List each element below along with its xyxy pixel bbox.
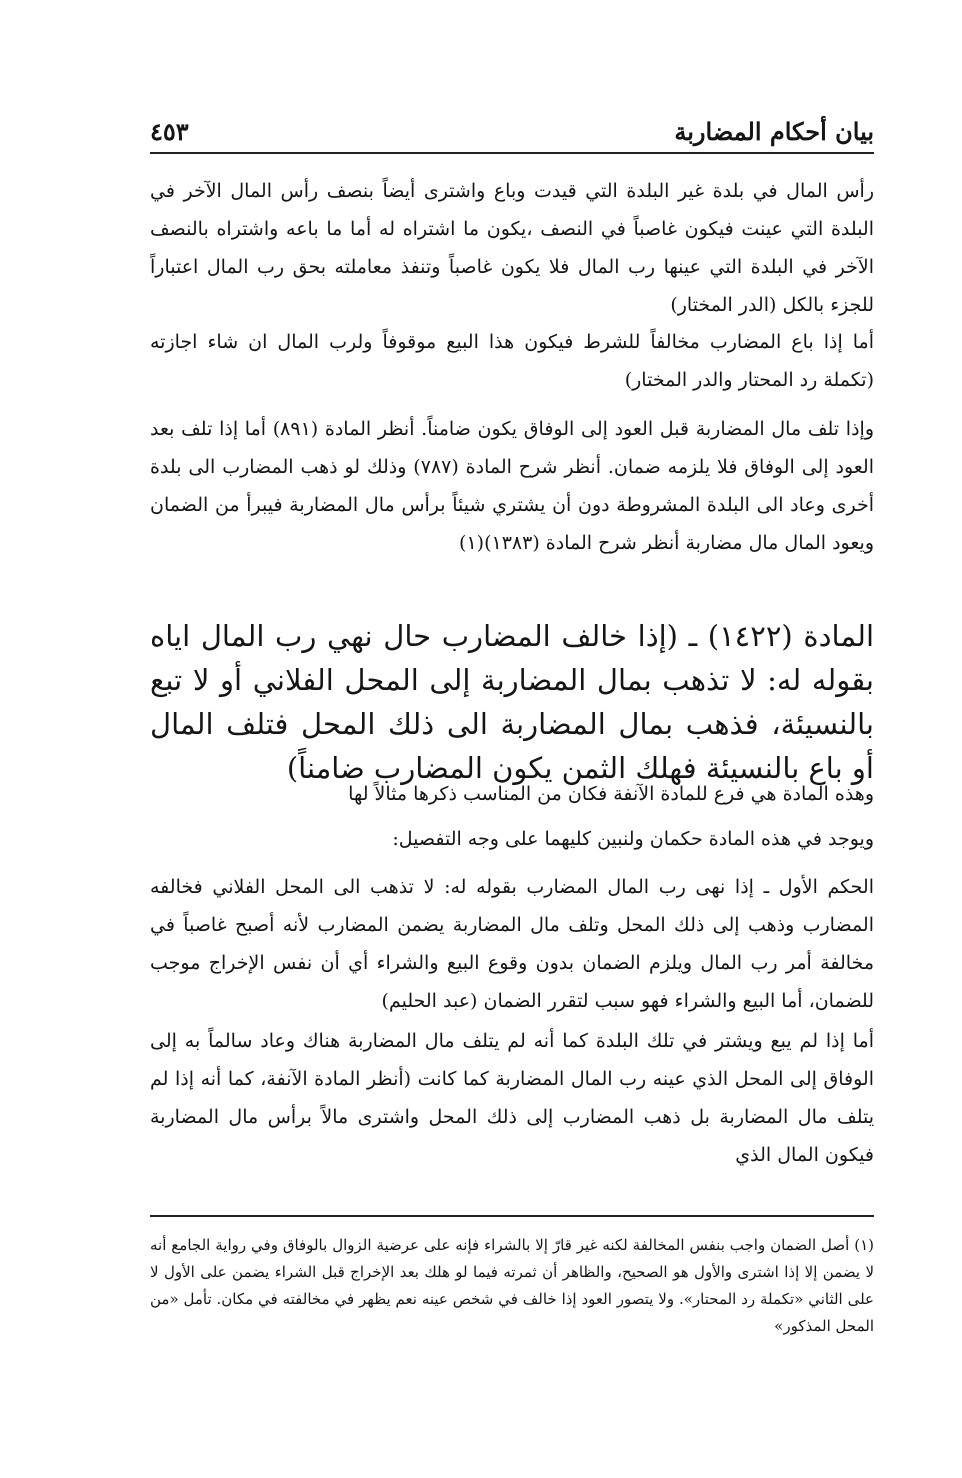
body-paragraph: وإذا تلف مال المضاربة قبل العود إلى الوفاق يكون ضامناً. أنظر المادة (٨٩١) أما إذا تلف بعد العود إلى الوفاق فلا يلزمه ضمان. أنظر شرح المادة (٧٨٧) وذلك لو ذهب المضارب الى بلدة أخرى وعاد الى البلدة المشروطة دون أن يشتري شيئاً برأس مال المضاربة فيبرأ من الضمان ويعود المال مال مضاربة أنظر شرح المادة (١٣٨٣)(١)	[150, 418, 874, 554]
commentary-paragraph: وهذه المادة هي فرع للمادة الآنفة فكان من المناسب ذكرها مثالاً لها	[348, 783, 874, 805]
body-paragraph: أما إذا باع المضارب مخالفاً للشرط فيكون هذا البيع موقوفاً ولرب المال ان شاء اجازته (تكملة رد المحتار والدر المختار)	[150, 331, 874, 391]
footnote: (١) أصل الضمان واجب بنفس المخالفة لكنه غير قارّ إلا بالشراء فإنه على عرضية الزوال بالوفاق وفي رواية الجامع أنه لا يضمن إلا إذا اشترى والأول هو الصحيح، والظاهر أن ثمرته فيما لو هلك بعد الإخراج قبل الشراء يضمن على الأول لا على الثاني «تكملة رد المحتار». ولا يتصور العود إذا خالف في شخص عينه نعم يظهر في مخالفته في مكان. تأمل «من المحل المذكور»	[150, 1236, 874, 1335]
commentary-paragraph: الحكم الأول ـ إذا نهى رب المال المضارب بقوله له: لا تذهب الى المحل الفلاني فخالفه المضارب وذهب إلى ذلك المحل وتلف مال المضاربة يضمن المضارب لأنه أصبح غاصباً في مخالفة أمر رب المال ويلزم الضمان بدون وقوع البيع والشراء أي أن نفس الإخراج موجب للضمان، أما البيع والشراء فهو سبب لتقرر الضمان (عبد الحليم)	[150, 876, 874, 1012]
commentary-paragraph: أما إذا لم يبع ويشتر في تلك البلدة كما أنه لم يتلف مال المضاربة هناك وعاد سالماً به إلى الوفاق إلى المحل الذي عينه رب المال المضاربة كما كانت (أنظر المادة الآنفة، كما أنه إذا لم يتلف مال المضاربة بل ذهب المضارب إلى ذلك المحل واشترى مالاً برأس مال المضاربة فيكون المال الذي	[150, 1030, 874, 1166]
page-header	[150, 112, 874, 154]
article-text: المادة (١٤٢٢) ـ (إذا خالف المضارب حال نهي رب المال اياه بقوله له: لا تذهب بمال المضاربة إلى المحل الفلاني أو لا تبع بالنسيئة، فذهب بمال المضاربة الى ذلك المحل فتلف المال أو باع بالنسيئة فهلك الثمن يكون المضارب ضامناً)	[150, 619, 874, 785]
footnote-divider	[150, 1215, 874, 1217]
page-number: ٤٥٣	[150, 117, 189, 146]
commentary-paragraph: ويوجد في هذه المادة حكمان ولنبين كليهما على وجه التفصيل:	[392, 828, 874, 850]
body-paragraph: رأس المال في بلدة غير البلدة التي قيدت وباع واشترى أيضاً بنصف رأس المال الآخر في البلدة التي عينت فيكون غاصباً في النصف ،يكون ما اشتراه له أما ما باعه واشتراه بالنصف الآخر في البلدة التي عينها رب المال فلا يكون غاصباً وتنفذ معاملته بحق رب المال اعتباراً للجزء بالكل (الدر المختار)	[150, 180, 874, 316]
running-title: بيان أحكام المضاربة	[674, 117, 874, 146]
